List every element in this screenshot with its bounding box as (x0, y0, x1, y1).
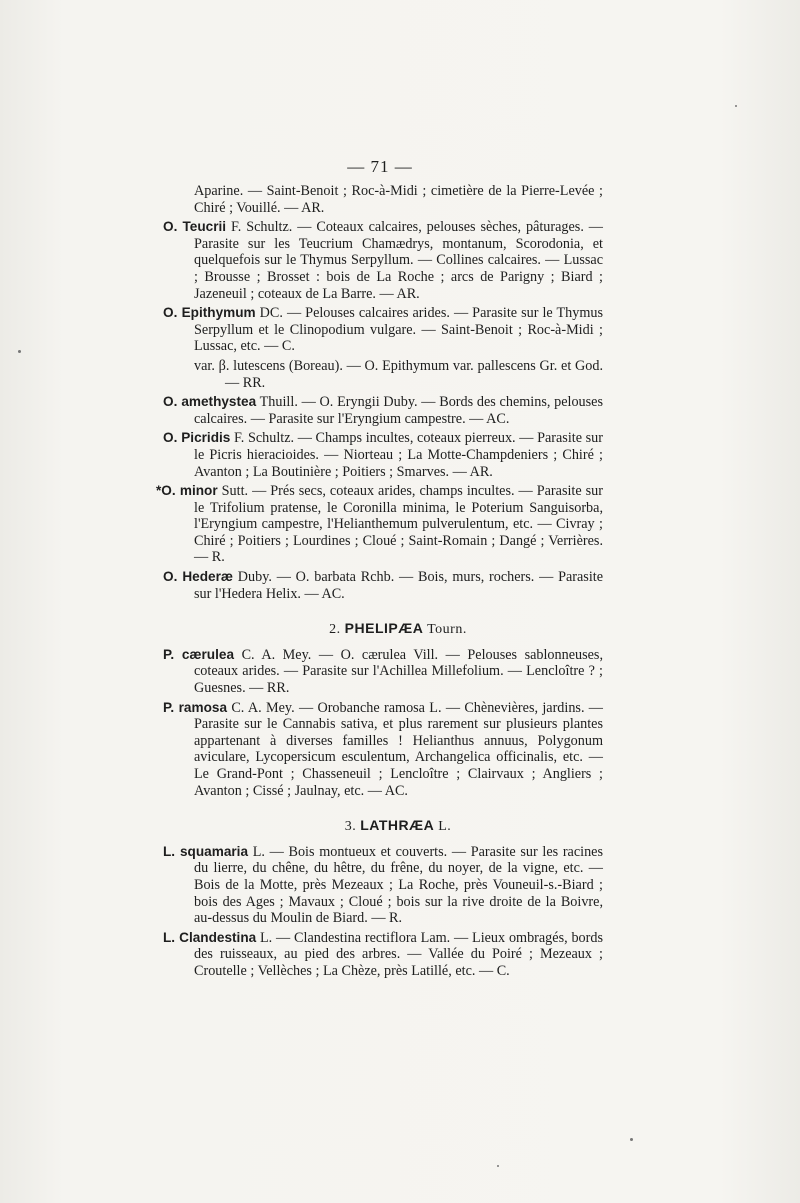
entry-text: C. A. Mey. — Orobanche ramosa L. — Chènevières, jardins. — Parasite sur le Cannabis sativa, et plus rarement sur plusieurs plantes appartenant à diverses familles ! Helianthus annuus, Polygonum aviculare, Lycopersicum esculentum, Archangelica officinalis, etc. — Le Grand-Pont ; Chasseneuil ; Lencloître ; Clairvaux ; Angliers ; Avanton ; Cissé ; Jaulnay, etc. — AC. (194, 699, 603, 799)
paper-speck (630, 1138, 633, 1141)
section-number: 2. (329, 622, 341, 638)
entry-l-squamaria (163, 844, 603, 927)
section-heading-lathraea (163, 817, 603, 836)
species-name: O. amethystea (163, 394, 257, 410)
entry-o-amethystea (163, 394, 603, 427)
page-content (156, 183, 604, 983)
entry-l-clandestina (163, 930, 603, 980)
species-name: L. squamaria (163, 843, 249, 859)
entry-text: F. Schultz. — Champs incultes, coteaux pierreux. — Parasite sur le Picris hieracioides. — Niorteau ; La Motte-Champdeniers ; Chiré ; Avanton ; La Boutinière ; Poitiers ; Smarves. — AR. (194, 430, 603, 480)
genus-author: Tourn. (427, 622, 467, 638)
entry-o-teucrii (163, 219, 603, 302)
page-number: — 71 — (347, 157, 413, 176)
species-name: O. Teucrii (163, 219, 227, 235)
entry-p-ramosa (163, 700, 603, 800)
entry-text: DC. — Pelouses calcaires arides. — Parasite sur le Thymus Serpyllum et le Clinopodium vulgare. — Saint-Benoit ; Roc-à-Midi ; Lussac, etc. — C. (194, 305, 603, 355)
entry-o-minor (156, 483, 603, 566)
species-name: O. Picridis (163, 430, 231, 446)
entry-o-epithymum (163, 305, 603, 355)
section-heading-phelipaea (163, 620, 603, 639)
entry-p-caerulea (163, 647, 603, 697)
entry-text: Duby. — O. barbata Rchb. — Bois, murs, rochers. — Parasite sur l'Hedera Helix. — AC. (194, 569, 603, 602)
entry-text: F. Schultz. — Coteaux calcaires, pelouses sèches, pâturages. — Parasite sur les Teucrium Chamædrys, montanum, Scorodonia, et quelquefois sur le Thymus Serpyllum. — Collines calcaires. — Lussac ; Brousse ; Brosset : bois de La Roche ; arcs de Parigny ; Biard ; Jazeneuil ; coteaux de La Barre. — AR. (194, 219, 603, 302)
entry-variety-lutescens (163, 358, 603, 391)
paper-speck (497, 1165, 499, 1167)
entry-text: L. — Bois montueux et couverts. — Parasite sur les racines du lierre, du chêne, du hêtre, du frêne, du noyer, de la vigne, etc. — Bois de la Motte, près Mezeaux ; La Roche, près Vouneuil-s.-Biard ; bois des Ages ; Mavaux ; Cloué ; bois sur la rive droite de la Boivre, au-dessus du Moulin de Biard. — R. (194, 843, 604, 927)
entry-text: C. A. Mey. — O. cærulea Vill. — Pelouses sablonneuses, coteaux arides. — Parasite sur l'Achillea Millefolium. — Lencloître ? ; Guesnes. — RR. (194, 646, 603, 697)
entry-o-picridis (163, 430, 603, 480)
paper-speck (735, 105, 737, 107)
genus-author: L. (438, 819, 452, 835)
species-name: O. Epithymum (163, 305, 256, 321)
species-name: *O. minor (156, 483, 218, 499)
species-name: P. ramosa (163, 699, 228, 715)
entry-text: Aparine. — Saint-Benoit ; Roc-à-Midi ; cimetière de la Pierre-Levée ; Chiré ; Vouillé. — AR. (194, 183, 603, 216)
paper-speck (18, 350, 21, 353)
species-name: P. cærulea (163, 646, 235, 662)
entry-text: Thuill. — O. Eryngii Duby. — Bords des chemins, pelouses calcaires. — Parasite sur l'Eryngium campestre. — AC. (194, 394, 603, 427)
section-number: 3. (344, 819, 357, 835)
entry-text: L. — Clandestina rectiflora Lam. — Lieux ombragés, bords des ruisseaux, au pied des arbres. — Vallée du Poiré ; Mezeaux ; Croutelle ; Vellèches ; La Chèze, près Latillé, etc. — C. (194, 929, 603, 979)
entry-o-hederae (163, 569, 603, 602)
species-name: O. Hederæ (163, 569, 233, 585)
genus-name: PHELIPÆA (344, 620, 424, 637)
entry-text: Sutt. — Prés secs, coteaux arides, champs incultes. — Parasite sur le Trifolium pratense, le Coronilla minima, le Poterium Sanguisorba, l'Eryngium campestre, l'Helianthemum pulverulentum, etc. — Civray ; Chiré ; Poitiers ; Lourdines ; Cloué ; Saint-Romain ; Dangé ; Verrières. — R. (194, 483, 603, 566)
genus-name: LATHRÆA (360, 817, 435, 834)
species-name: L. Clandestina (163, 929, 257, 945)
entry-text: var. β. lutescens (Boreau). — O. Epithymum var. pallescens Gr. et God. — RR. (194, 357, 603, 391)
entry-aparine (163, 183, 603, 216)
